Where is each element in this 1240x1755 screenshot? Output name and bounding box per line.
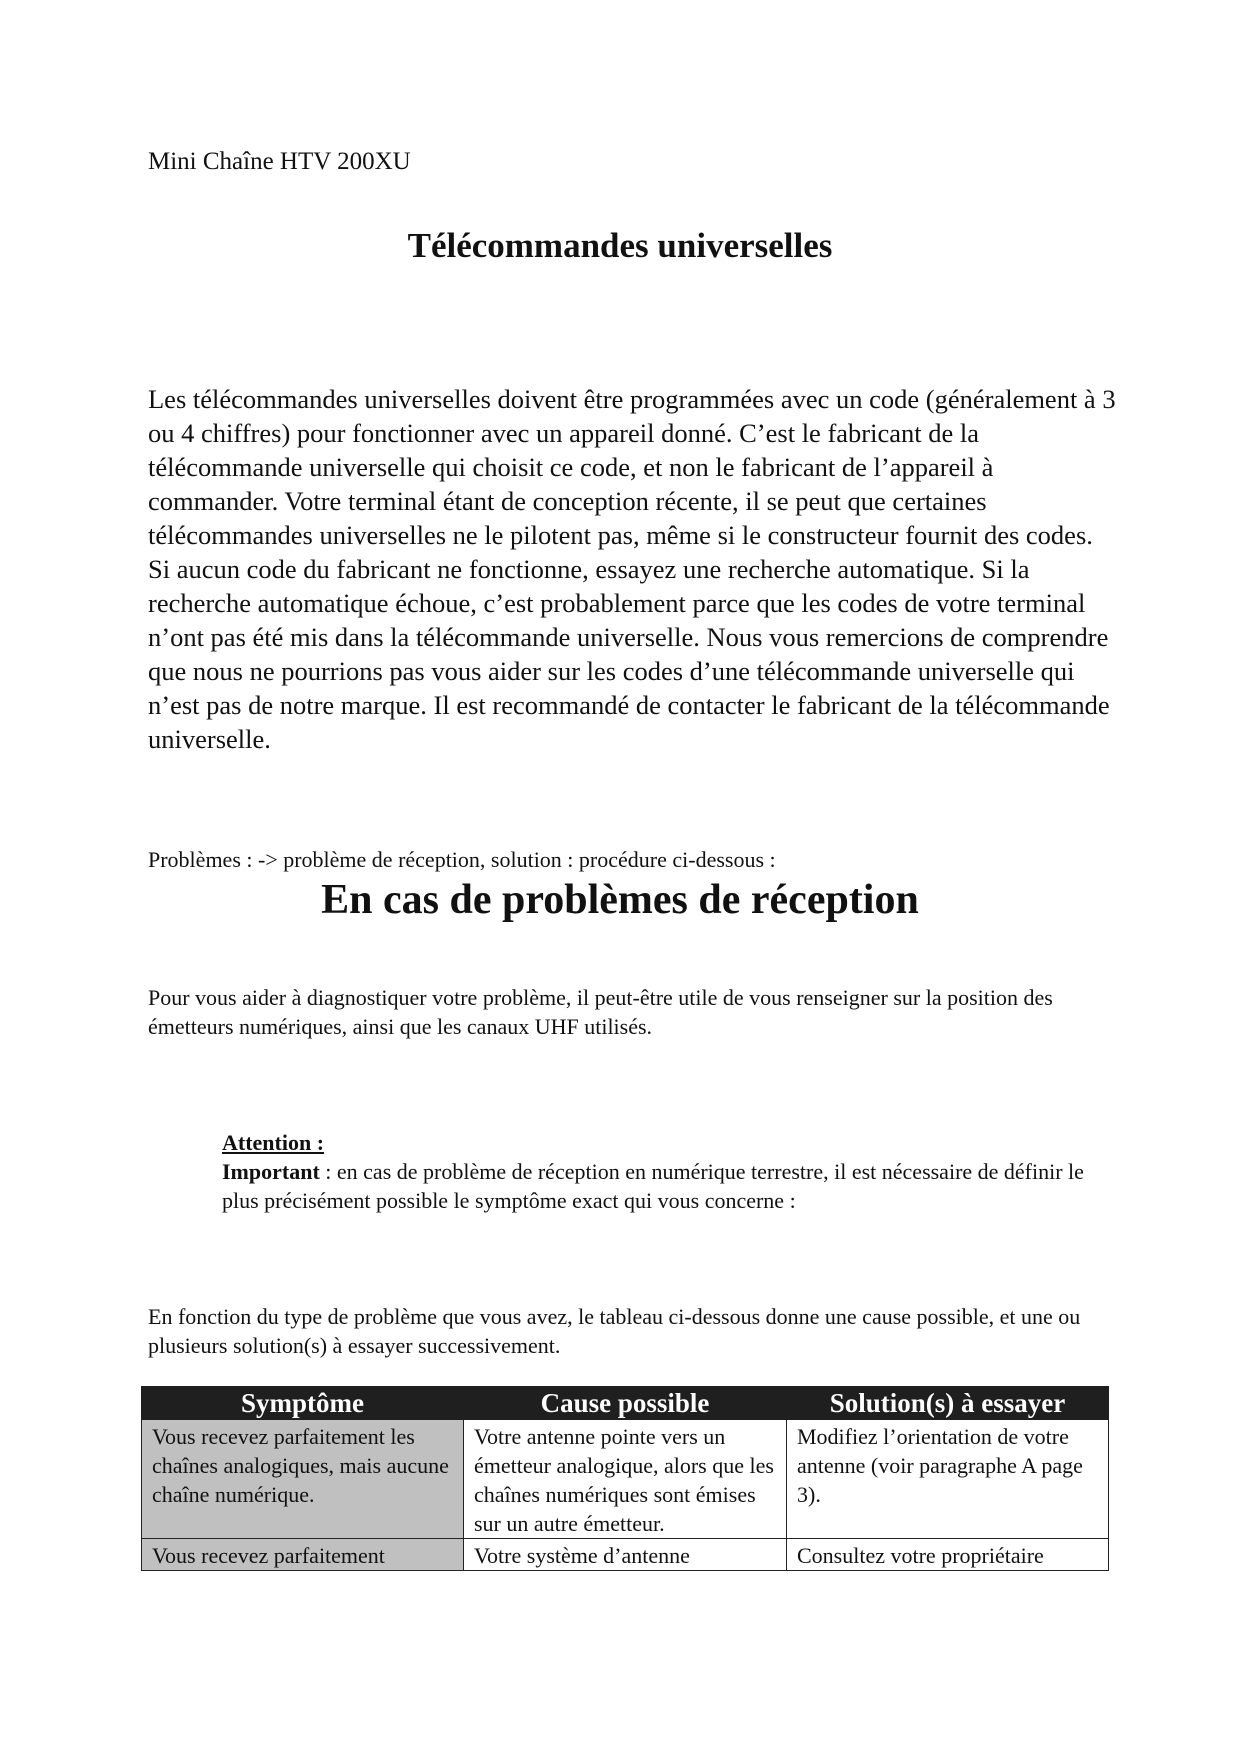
- section-heading-reception: En cas de problèmes de réception: [321, 877, 919, 923]
- header-symptom: Symptôme: [142, 1387, 464, 1420]
- attention-block: [222, 1128, 1122, 1215]
- table-intro-paragraph: En fonction du type de problème que vous avez, le tableau ci-dessous donne une cause possible, et une ou plusieurs solution(s) à essayer successivement.: [148, 1304, 1081, 1358]
- important-text: : en cas de problème de réception en numérique terrestre, il est nécessaire de définir le plus précisément possible le symptôme exact qui vous concerne :: [222, 1159, 1084, 1213]
- section-heading-remotes: Télécommandes universelles: [407, 226, 833, 265]
- attention-title: Attention :: [222, 1130, 325, 1155]
- important-label: Important: [222, 1159, 320, 1184]
- symptom-cell: Vous recevez parfaitement les chaînes analogiques, mais aucune chaîne numérique.: [142, 1420, 464, 1539]
- important-note: [222, 1157, 1122, 1215]
- cause-cell: Votre antenne pointe vers un émetteur analogique, alors que les chaînes numériques sont émises sur un autre émetteur.: [464, 1420, 787, 1539]
- cause-cell: Votre système d’antenne: [464, 1539, 787, 1571]
- table-row: [142, 1539, 1109, 1571]
- problems-line: Problèmes : -> problème de réception, solution : procédure ci-dessous :: [148, 847, 776, 872]
- table-header-row: [142, 1387, 1109, 1420]
- intro-paragraph: Les télécommandes universelles doivent être programmées avec un code (généralement à 3 ou 4 chiffres) pour fonctionner avec un appareil donné. C’est le fabricant de la télécommande universelle qui choisit ce code, et non le fabricant de l’appareil à commander. Votre terminal étant de conception récente, il se peut que certaines télécommandes universelles ne le pilotent pas, même si le constructeur fournit des codes. Si aucun code du fabricant ne fonctionne, essayez une recherche automatique. Si la recherche automatique échoue, c’est probablement parce que les codes de votre terminal n’ont pas été mis dans la télécommande universelle. Nous vous remercions de comprendre que nous ne pourrions pas vous aider sur les codes d’une télécommande universelle qui n’est pas de notre marque. Il est recommandé de contacter le fabricant de la télécommande universelle.: [148, 384, 1116, 754]
- header-solution: Solution(s) à essayer: [787, 1387, 1109, 1420]
- document-title: Mini Chaîne HTV 200XU: [148, 148, 411, 175]
- solution-cell: Consultez votre propriétaire: [787, 1539, 1109, 1571]
- header-cause: Cause possible: [464, 1387, 787, 1420]
- solution-cell: Modifiez l’orientation de votre antenne (voir paragraphe A page 3).: [787, 1420, 1109, 1539]
- help-paragraph: Pour vous aider à diagnostiquer votre problème, il peut-être utile de vous renseigner sur la position des émetteurs numériques, ainsi que les canaux UHF utilisés.: [148, 985, 1053, 1039]
- symptoms-table: [141, 1386, 1109, 1571]
- symptom-cell: Vous recevez parfaitement: [142, 1539, 464, 1571]
- table-row: [142, 1420, 1109, 1539]
